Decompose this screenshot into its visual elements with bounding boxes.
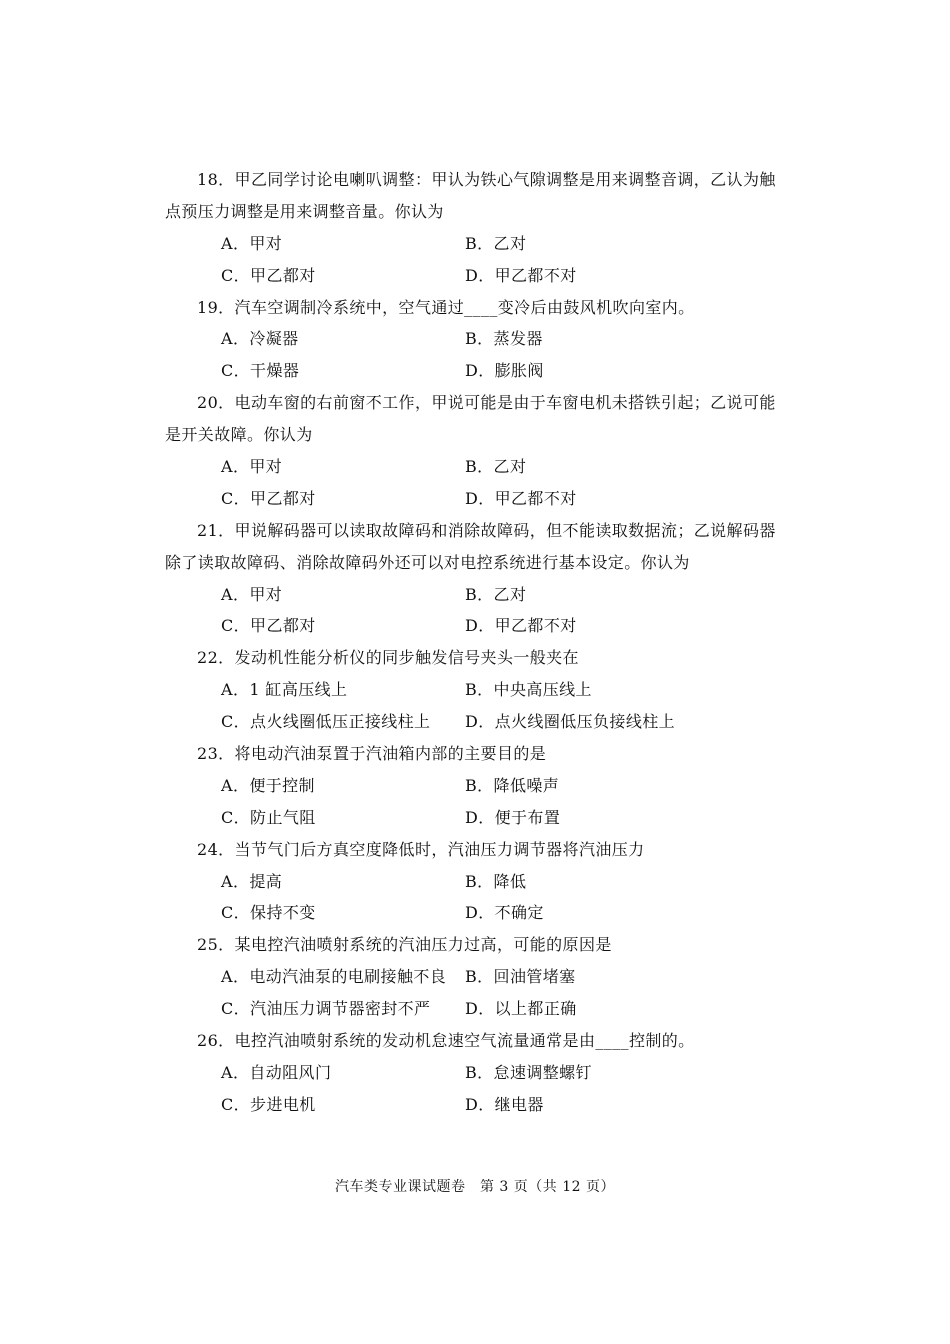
option-b[interactable]: B．乙对 [465,457,527,477]
option-row [165,802,790,834]
option-row [165,260,790,292]
option-row [165,706,790,738]
question-25 [165,929,790,1025]
question-stem: 26．电控汽油喷射系统的发动机怠速空气流量通常是由____控制的。 [197,1031,695,1051]
question-stem-continued: 是开关故障。你认为 [165,425,313,445]
option-row [165,1057,790,1089]
option-row [165,770,790,802]
option-c[interactable]: C．汽油压力调节器密封不严 [221,999,431,1019]
question-stem: 25．某电控汽油喷射系统的汽油压力过高，可能的原因是 [197,935,612,955]
option-d[interactable]: D．甲乙都不对 [465,488,577,508]
option-d[interactable]: D．甲乙都不对 [465,616,577,636]
option-a[interactable]: A．甲对 [221,584,283,604]
question-19 [165,292,790,388]
option-d[interactable]: D．点火线圈低压负接线柱上 [465,712,676,732]
option-a[interactable]: A．提高 [221,871,283,891]
page-footer: 汽车类专业课试题卷 第 3 页（共 12 页） [334,1179,616,1195]
option-row [165,866,790,898]
option-c[interactable]: C．甲乙都对 [221,488,316,508]
question-stem-continued: 点预压力调整是用来调整音量。你认为 [165,201,444,221]
option-row [165,897,790,929]
option-b[interactable]: B．回油管堵塞 [465,967,576,987]
question-26 [165,1025,790,1121]
option-b[interactable]: B．怠速调整螺钉 [465,1062,592,1082]
option-a[interactable]: A．甲对 [221,457,283,477]
option-row [165,579,790,611]
option-c[interactable]: C．保持不变 [221,903,316,923]
option-row [165,355,790,387]
question-24 [165,834,790,930]
option-c[interactable]: C．干燥器 [221,361,300,381]
option-d[interactable]: D．不确定 [465,903,544,923]
question-stem: 20．电动车窗的右前窗不工作，甲说可能是由于车窗电机未搭铁引起；乙说可能 [197,393,776,413]
option-a[interactable]: A．自动阻风门 [221,1062,332,1082]
option-row [165,674,790,706]
question-23 [165,738,790,834]
option-d[interactable]: D．甲乙都不对 [465,265,577,285]
option-b[interactable]: B．蒸发器 [465,329,543,349]
question-22 [165,642,790,738]
option-b[interactable]: B．降低噪声 [465,775,560,795]
question-stem: 18．甲乙同学讨论电喇叭调整：甲认为铁心气隙调整是用来调整音调，乙认为触 [197,170,776,189]
option-row [165,323,790,355]
option-d[interactable]: D．膨胀阀 [465,361,544,381]
question-20 [165,387,790,515]
option-row [165,483,790,515]
option-a[interactable]: A．甲对 [221,233,283,253]
option-b[interactable]: B．中央高压线上 [465,680,592,700]
question-stem: 23．将电动汽油泵置于汽油箱内部的主要目的是 [197,744,547,764]
option-row [165,1089,790,1121]
option-row [165,610,790,642]
option-row [165,961,790,993]
option-c[interactable]: C．甲乙都对 [221,616,316,636]
option-c[interactable]: C．甲乙都对 [221,265,316,285]
option-c[interactable]: C．防止气阻 [221,807,316,827]
option-b[interactable]: B．乙对 [465,584,527,604]
option-a[interactable]: A．冷凝器 [221,329,299,349]
question-stem: 19．汽车空调制冷系统中，空气通过____变冷后由鼓风机吹向室内。 [197,297,695,317]
option-b[interactable]: B．降低 [465,871,527,891]
option-row [165,993,790,1025]
option-d[interactable]: D．便于布置 [465,807,561,827]
option-d[interactable]: D．以上都正确 [465,999,577,1019]
option-a[interactable]: A．便于控制 [221,775,315,795]
question-21 [165,515,790,643]
option-a[interactable]: A．电动汽油泵的电刷接触不良 [221,967,447,987]
question-stem: 22．发动机性能分析仪的同步触发信号夹头一般夹在 [197,648,579,668]
option-row [165,451,790,483]
option-b[interactable]: B．乙对 [465,233,527,253]
question-stem-continued: 除了读取故障码、消除故障码外还可以对电控系统进行基本设定。你认为 [165,552,690,572]
option-c[interactable]: C．步进电机 [221,1094,316,1114]
option-c[interactable]: C．点火线圈低压正接线柱上 [221,712,431,732]
question-18 [165,164,790,292]
question-list [165,164,790,1121]
option-d[interactable]: D．继电器 [465,1094,544,1114]
option-a[interactable]: A．1 缸高压线上 [221,680,348,700]
question-stem: 24．当节气门后方真空度降低时，汽油压力调节器将汽油压力 [197,839,645,859]
question-stem: 21．甲说解码器可以读取故障码和消除故障码，但不能读取数据流；乙说解码器 [197,520,776,540]
option-row [165,228,790,260]
